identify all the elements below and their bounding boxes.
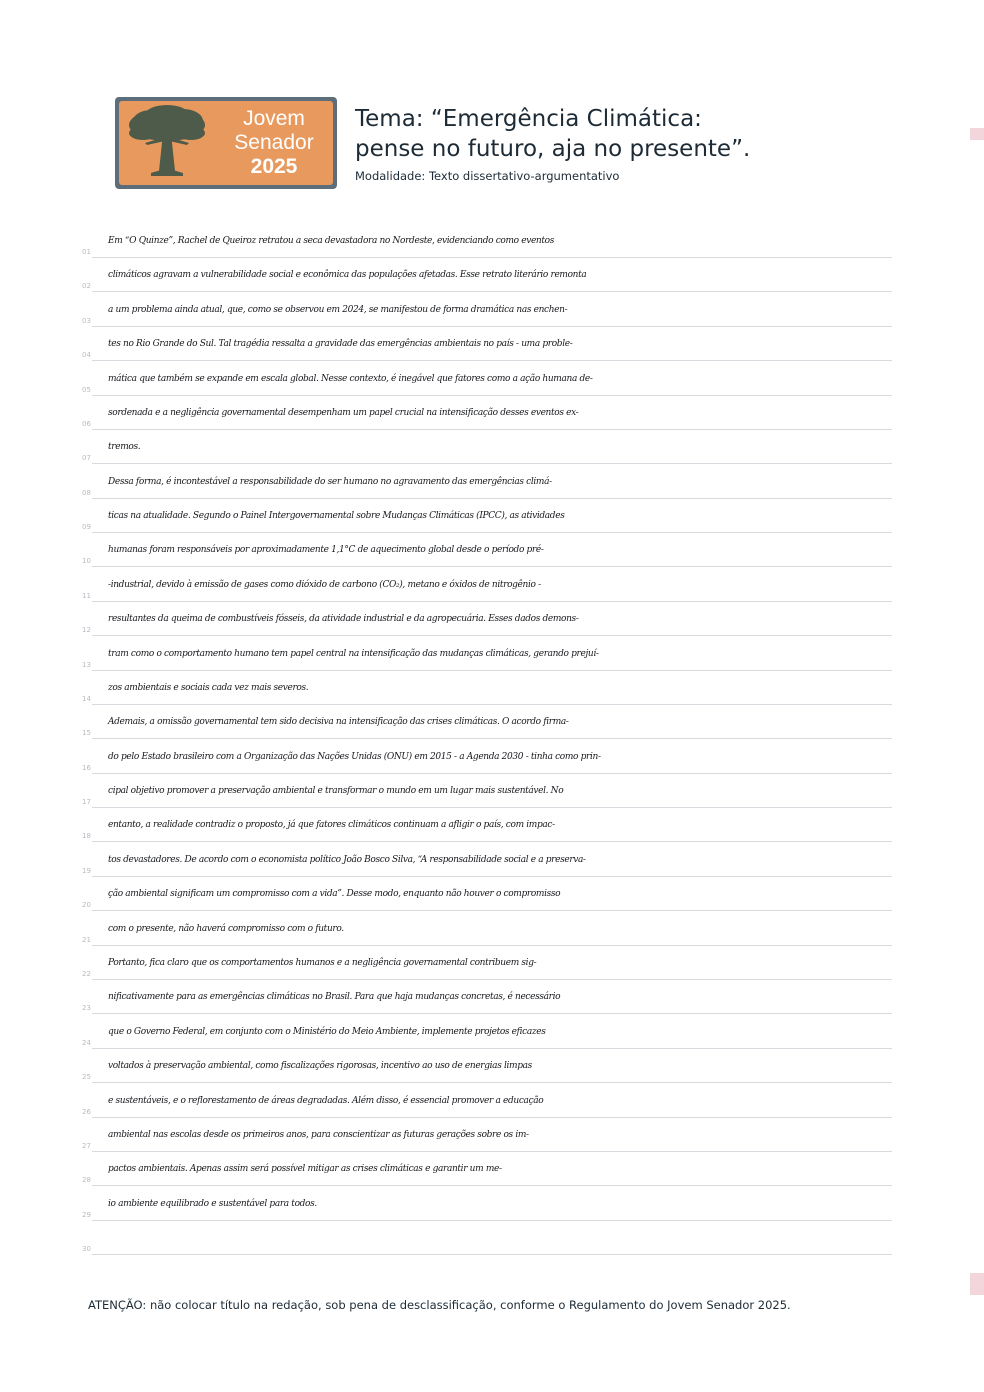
ruled-line	[92, 532, 892, 533]
ruled-line	[92, 360, 892, 361]
ruled-line	[92, 1048, 892, 1049]
ruled-line	[92, 1082, 892, 1083]
line-number: 05	[82, 386, 91, 394]
line-number: 06	[82, 420, 91, 428]
ruled-line	[92, 326, 892, 327]
scan-mark	[970, 1273, 984, 1295]
ruled-line	[92, 841, 892, 842]
line-number: 29	[82, 1211, 91, 1219]
line-number: 14	[82, 695, 91, 703]
ruled-line	[92, 257, 892, 258]
ruled-line	[92, 807, 892, 808]
line-number: 09	[82, 523, 91, 531]
handwritten-line: nificativamente para as emergências climáticas no Brasil. Para que haja mudanças concretas, é necessário	[108, 992, 561, 1002]
handwritten-line: que o Governo Federal, em conjunto com o Ministério do Meio Ambiente, implemente projetos eficazes	[108, 1027, 546, 1037]
line-number: 17	[82, 798, 91, 806]
line-number: 02	[82, 282, 91, 290]
line-number: 11	[82, 592, 91, 600]
ruled-line	[92, 910, 892, 911]
ruled-line	[92, 1185, 892, 1186]
theme-line-2: pense no futuro, aja no presente”.	[355, 136, 751, 162]
ruled-line	[92, 773, 892, 774]
line-number: 01	[82, 248, 91, 256]
line-number: 20	[82, 901, 91, 909]
handwritten-line: Dessa forma, é incontestável a responsabilidade do ser humano no agravamento das emergências climá-	[108, 477, 552, 487]
handwritten-line: io ambiente equilibrado e sustentável para todos.	[108, 1199, 317, 1209]
line-number: 25	[82, 1073, 91, 1081]
handwritten-line: do pelo Estado brasileiro com a Organização das Nações Unidas (ONU) em 2015 - a Agenda 2030 - tinha como prin-	[108, 752, 601, 762]
line-number: 24	[82, 1039, 91, 1047]
line-number: 27	[82, 1142, 91, 1150]
line-number: 04	[82, 351, 91, 359]
ruled-line	[92, 635, 892, 636]
line-number: 19	[82, 867, 91, 875]
handwritten-line: climáticos agravam a vulnerabilidade social e econômica das populações afetadas. Esse retrato literário remonta	[108, 270, 587, 280]
ruled-line	[92, 291, 892, 292]
ruled-line	[92, 670, 892, 671]
ruled-line	[92, 1220, 892, 1221]
ruled-lines	[82, 0, 892, 1392]
ruled-line	[92, 945, 892, 946]
line-number: 13	[82, 661, 91, 669]
handwritten-line: voltados à preservação ambiental, como fiscalizações rigorosas, incentivo ao uso de energias limpas	[108, 1061, 532, 1071]
scan-mark	[970, 128, 984, 140]
ruled-line	[92, 979, 892, 980]
line-number: 21	[82, 936, 91, 944]
handwritten-line: tremos.	[108, 442, 141, 452]
handwritten-line: zos ambientais e sociais cada vez mais severos.	[108, 683, 309, 693]
handwritten-line: humanas foram responsáveis por aproximadamente 1,1°C de aquecimento global desde o período pré-	[108, 545, 544, 555]
ruled-line	[92, 876, 892, 877]
ruled-line	[92, 1151, 892, 1152]
handwritten-line: -industrial, devido à emissão de gases como dióxido de carbono (CO₂), metano e óxidos de nitrogênio -	[108, 580, 541, 590]
ruled-line	[92, 601, 892, 602]
handwritten-line: ticas na atualidade. Segundo o Painel Intergovernamental sobre Mudanças Climáticas (IPCC), as atividades	[108, 511, 565, 521]
line-number: 15	[82, 729, 91, 737]
handwritten-line: resultantes da queima de combustíveis fósseis, da atividade industrial e da agropecuária. Esses dados demons-	[108, 614, 579, 624]
handwritten-line: tes no Rio Grande do Sul. Tal tragédia ressalta a gravidade das emergências ambientais no país - uma proble-	[108, 339, 573, 349]
line-number: 18	[82, 832, 91, 840]
line-number: 30	[82, 1245, 91, 1253]
line-number: 08	[82, 489, 91, 497]
theme-line-1: Tema: “Emergência Climática:	[355, 106, 702, 132]
line-number: 16	[82, 764, 91, 772]
logo-line-2: Senador	[234, 131, 314, 154]
handwritten-line: tram como o comportamento humano tem papel central na intensificação das mudanças climáticas, gerando prejuí-	[108, 649, 599, 659]
ruled-line	[92, 738, 892, 739]
handwritten-line: pactos ambientais. Apenas assim será possível mitigar as crises climáticas e garantir um me-	[108, 1164, 502, 1174]
line-number: 23	[82, 1004, 91, 1012]
line-number: 22	[82, 970, 91, 978]
handwritten-line: ção ambiental significam um compromisso com a vida”. Desse modo, enquanto não houver o compromisso	[108, 889, 561, 899]
ruled-line	[92, 1254, 892, 1255]
ruled-line	[92, 395, 892, 396]
ruled-line	[92, 429, 892, 430]
ruled-line	[92, 1117, 892, 1118]
handwritten-line: sordenada e a negligência governamental desempenham um papel crucial na intensificação desses eventos ex-	[108, 408, 579, 418]
ruled-line	[92, 704, 892, 705]
line-number: 12	[82, 626, 91, 634]
line-number: 26	[82, 1108, 91, 1116]
handwritten-line: a um problema ainda atual, que, como se observou em 2024, se manifestou de forma dramática nas enchen-	[108, 305, 568, 315]
line-number: 03	[82, 317, 91, 325]
ruled-line	[92, 1013, 892, 1014]
handwritten-line: Em “O Quinze”, Rachel de Queiroz retratou a seca devastadora no Nordeste, evidenciando como eventos	[108, 236, 554, 246]
ruled-line	[92, 498, 892, 499]
logo-line-1: Jovem	[243, 107, 305, 130]
ruled-line	[92, 463, 892, 464]
handwritten-line: ambiental nas escolas desde os primeiros anos, para conscientizar as futuras gerações sobre os im-	[108, 1130, 529, 1140]
handwritten-line: com o presente, não haverá compromisso com o futuro.	[108, 924, 344, 934]
handwritten-line: cipal objetivo promover a preservação ambiental e transformar o mundo em um lugar mais sustentável. No	[108, 786, 564, 796]
handwritten-line: e sustentáveis, e o reflorestamento de áreas degradadas. Além disso, é essencial promover a educação	[108, 1096, 544, 1106]
handwritten-line: tos devastadores. De acordo com o economista político João Bosco Silva, “A responsabilidade social e a preserva-	[108, 855, 586, 865]
attention-notice	[88, 1298, 791, 1312]
line-number: 07	[82, 454, 91, 462]
ruled-line	[92, 566, 892, 567]
modality-label: Modalidade: Texto dissertativo-argumentativo	[355, 169, 620, 183]
line-number: 10	[82, 557, 91, 565]
logo-line-3: 2025	[250, 155, 298, 178]
handwritten-line: entanto, a realidade contradiz o proposto, já que fatores climáticos continuam a afligir o país, com impac-	[108, 820, 555, 830]
attention-label: ATENÇÃO:	[88, 1298, 147, 1312]
handwritten-line: Ademais, a omissão governamental tem sido decisiva na intensificação das crises climáticas. O acordo firma-	[108, 717, 569, 727]
handwritten-line: Portanto, fica claro que os comportamentos humanos e a negligência governamental contribuem sig-	[108, 958, 537, 968]
line-number: 28	[82, 1176, 91, 1184]
handwritten-line: mática que também se expande em escala global. Nesse contexto, é inegável que fatores como a ação humana de-	[108, 374, 593, 384]
attention-text: não colocar título na redação, sob pena de desclassificação, conforme o Regulamento do Jovem Senador 2025.	[146, 1298, 791, 1312]
